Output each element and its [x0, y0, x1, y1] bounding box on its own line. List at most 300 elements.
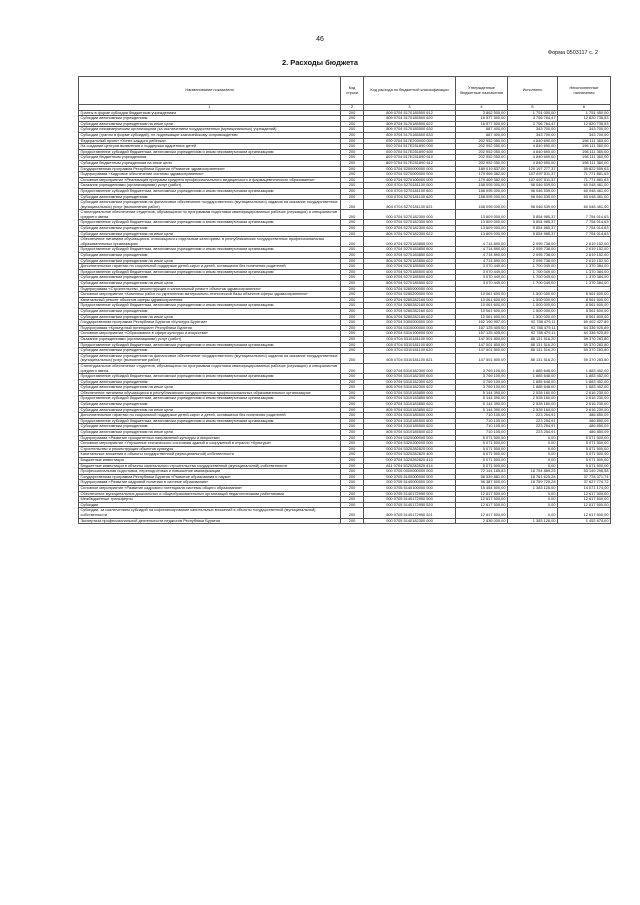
row-unexecuted: 198 111 360,00 [558, 160, 611, 166]
row-unexecuted: 5 071 500,00 [558, 446, 611, 452]
row-classification-code: 000 0704 5310181100 620 [364, 348, 456, 354]
row-name: Субсидии автономным учреждениям на иные цели [79, 430, 341, 436]
row-name: Субсидии автономным учреждениям [79, 379, 341, 385]
row-approved: 15 454 500,00 [456, 485, 508, 491]
row-unexecuted: 59 370 283,80 [558, 342, 611, 348]
header-line-code: Код строки [341, 77, 364, 105]
row-unexecuted: 59 822 559,63 [558, 166, 611, 172]
row-line-code: 200 [341, 374, 364, 380]
row-line-code: 200 [341, 286, 364, 292]
row-classification-code: 809 0704 517E251890 612 [364, 160, 456, 166]
row-classification-code: 804 0704 5270183850 622 [364, 258, 456, 264]
row-classification-code: 000 0704 5280200000 000 [364, 292, 456, 298]
row-approved: 12 617 500,00 [456, 491, 508, 497]
budget-expenses-table [78, 76, 611, 524]
row-classification-code: 000 0704 5270183850 000 [364, 237, 456, 247]
row-name: Предоставление субсидий бюджетным, автономным учреждениям и иным некоммерческим организациям [79, 220, 341, 226]
row-approved: 13 609 000,00 [456, 220, 508, 226]
table-row [79, 508, 611, 518]
row-line-code: 200 [341, 149, 364, 155]
row-approved: 147 501 800,00 [456, 342, 508, 348]
row-approved: 5 071 500,00 [456, 452, 508, 458]
row-unexecuted: 1 883 452,00 [558, 385, 611, 391]
row-line-code: 200 [341, 331, 364, 337]
row-line-code: 200 [341, 132, 364, 138]
row-unexecuted: 486 850,09 [558, 413, 611, 419]
row-line-code: 200 [341, 342, 364, 348]
row-executed: 0,00 [508, 446, 558, 452]
row-approved: 56 387 500,00 [456, 480, 508, 486]
row-unexecuted: 1 883 452,00 [558, 379, 611, 385]
row-classification-code: 000 0704 5270185500 620 [364, 275, 456, 281]
row-classification-code: 809 0704 517E251890 610 [364, 155, 456, 161]
row-classification-code: 000 0705 5140172950 500 [364, 497, 456, 503]
row-unexecuted: 198 111 360,00 [558, 149, 611, 155]
row-unexecuted: 486 850,09 [558, 424, 611, 430]
row-line-code: 200 [341, 200, 364, 210]
row-classification-code: 809 0704 5170185500 612 [364, 110, 456, 116]
row-name: Подпрограмма «Культурный потенциал» Республики Бурятия [79, 325, 341, 331]
row-unexecuted: 69 402 427,89 [558, 320, 611, 326]
row-classification-code: 000 0704 5270181100 600 [364, 188, 456, 194]
row-executed: 1 383 126,00 [508, 518, 558, 524]
row-unexecuted: 2 619 152,00 [558, 247, 611, 253]
row-unexecuted: 12 617 500,00 [558, 508, 611, 518]
row-classification-code: 000 0704 517E251890 600 [364, 149, 456, 155]
row-name: Стипендиальное обеспечение студентов, обучающихся по программам подготовки квалифицированных рабочих (служащих) и специалистов среднего звена [79, 210, 341, 220]
row-name: Бюджетные инвестиции [79, 458, 341, 464]
row-executed: 98 046 539,00 [508, 194, 558, 200]
row-classification-code: 000 0704 5280282160 000 [364, 297, 456, 303]
row-executed: 1 500 000,00 [508, 314, 558, 320]
row-line-code: 200 [341, 353, 364, 363]
row-executed: 2 528 160,00 [508, 402, 558, 408]
row-name: Предоставление субсидий бюджетным, автономным учреждениям и иным некоммерческим организациям [79, 342, 341, 348]
row-executed: 1 500 000,00 [508, 303, 558, 309]
row-classification-code: 804 0704 5270185500 622 [364, 281, 456, 287]
row-approved: 158 095 000,00 [456, 183, 508, 189]
row-unexecuted: 1 370 384,00 [558, 275, 611, 281]
row-executed: 1 383 126,00 [508, 485, 558, 491]
row-name: Субсидии автономным учреждениям на иные цели [79, 281, 341, 287]
row-line-code: 200 [341, 314, 364, 320]
row-classification-code: 000 0705 5140000000 000 [364, 480, 456, 486]
row-name: Подпрограмма «Строительство, реконструкция и капитальный ремонт объектов здравоохранения» [79, 286, 341, 292]
row-unexecuted: 59 370 283,80 [558, 336, 611, 342]
row-line-code: 200 [341, 226, 364, 232]
row-name: Субсидии автономным учреждениям на иные цели [79, 385, 341, 391]
row-classification-code: 000 0704 5270181100 000 [364, 183, 456, 189]
row-executed: 5 854 985,37 [508, 231, 558, 237]
row-name: Субсидии автономным учреждениям на иные цели [79, 314, 341, 320]
row-unexecuted: 198 111 360,00 [558, 155, 611, 161]
row-unexecuted: 5 071 500,00 [558, 463, 611, 469]
row-name: Государственная программа Республики Бурятия «Развитие образования и науки» [79, 474, 341, 480]
row-unexecuted: 1 370 384,00 [558, 281, 611, 287]
row-approved: 16 577 500,00 [456, 121, 508, 127]
row-executed: 98 046 539,00 [508, 188, 558, 194]
row-unexecuted: 7 754 014,63 [558, 220, 611, 226]
row-unexecuted: 12 820 735,53 [558, 116, 611, 122]
form-label: Форма 0503117 с. 2 [547, 50, 598, 56]
row-name: Предоставление субсидий бюджетным, автономным учреждениям и иным некоммерческим организациям [79, 396, 341, 402]
row-classification-code: 000 0704 5310183850 620 [364, 402, 456, 408]
row-approved: 179 469 382,00 [456, 177, 508, 183]
row-name: Основное мероприятие «Улучшение технического состояния зданий и сооружений в отрасли «Культура» [79, 441, 341, 447]
row-unexecuted: 71 771 881,63 [558, 172, 611, 178]
table-row [79, 518, 611, 524]
row-executed: 0,00 [508, 452, 558, 458]
row-approved: 13 609 000,00 [456, 231, 508, 237]
row-approved: 189 019 837,00 [456, 166, 508, 172]
row-classification-code: 000 0704 5270181100 620 [364, 194, 456, 200]
row-classification-code: 000 0704 5310183850 600 [364, 396, 456, 402]
row-classification-code: 000 0704 5310182300 600 [364, 374, 456, 380]
row-approved: 5 144 390,00 [456, 402, 508, 408]
row-name: Субсидии бюджетным учреждениям [79, 155, 341, 161]
row-line-code: 200 [341, 275, 364, 281]
column-index: 3 [364, 105, 456, 111]
row-name: Государственная программа Республики Бурятия «Культура Бурятии» [79, 320, 341, 326]
row-line-code: 200 [341, 269, 364, 275]
row-executed: 18 761 625,28 [508, 474, 558, 480]
row-executed: 1 885 648,00 [508, 385, 558, 391]
row-name: Субсидии, за исключением субсидий на софинансирование капитальных вложений в объекты государственной (муниципальной) собственности [79, 508, 341, 518]
row-classification-code: 000 0704 5270182300 620 [364, 226, 456, 232]
row-executed: 129 197 277,37 [508, 166, 558, 172]
row-executed: 88 131 516,20 [508, 342, 558, 348]
row-classification-code: 000 0704 5270185500 600 [364, 269, 456, 275]
row-unexecuted: 198 111 360,00 [558, 144, 611, 150]
row-classification-code: 000 0704 5310185500 620 [364, 424, 456, 430]
row-name: Основное мероприятие «Реализация программ среднего профессионального медицинского и фармацевтического образования» [79, 177, 341, 183]
row-approved: 157 125 405,00 [456, 325, 508, 331]
row-unexecuted: 1 883 452,00 [558, 363, 611, 373]
row-name: Субсидии автономным учреждениям на финансовое обеспечение государственного (муниципального) задания на оказание государственных (муниципальных) услуг (выполнение работ) [79, 200, 341, 210]
row-executed: 92 788 479,11 [508, 325, 558, 331]
row-line-code: 200 [341, 183, 364, 189]
row-name: Субсидии автономным учреждениям на иные цели [79, 258, 341, 264]
row-classification-code: 000 0704 5310182300 620 [364, 379, 456, 385]
row-unexecuted: 7 754 014,63 [558, 210, 611, 220]
row-approved: 12 617 500,00 [456, 497, 508, 503]
row-approved: 158 095 000,00 [456, 188, 508, 194]
row-executed: 2 095 738,00 [508, 237, 558, 247]
row-unexecuted: 5 071 500,00 [558, 458, 611, 464]
row-unexecuted: 59 370 283,80 [558, 348, 611, 354]
row-executed: 0,00 [508, 497, 558, 503]
row-unexecuted: 8 561 600,00 [558, 292, 611, 298]
row-unexecuted: 12 617 500,00 [558, 502, 611, 508]
row-unexecuted: 12 820 735,53 [558, 121, 611, 127]
row-executed: 4 840 690,00 [508, 144, 558, 150]
row-approved: 4 714 890,00 [456, 247, 508, 253]
row-classification-code: 809 0704 5170185500 633 [364, 132, 456, 138]
row-classification-code: 805 0704 5310182300 622 [364, 385, 456, 391]
row-approved: 12 617 500,00 [456, 508, 508, 518]
row-approved: 687 400,00 [456, 127, 508, 133]
row-approved: 5 071 500,00 [456, 463, 508, 469]
row-unexecuted: 486 850,09 [558, 418, 611, 424]
row-approved: 10 061 600,00 [456, 297, 508, 303]
row-unexecuted: 8 561 600,00 [558, 297, 611, 303]
table-row [79, 353, 611, 363]
row-executed: 1 500 000,00 [508, 297, 558, 303]
row-line-code: 200 [341, 297, 364, 303]
row-classification-code: 000 0704 5320282820 000 [364, 446, 456, 452]
row-executed: 2 528 160,00 [508, 396, 558, 402]
row-line-code: 200 [341, 292, 364, 298]
row-classification-code: 000 0704 5270100000 000 [364, 177, 456, 183]
row-line-code: 200 [341, 336, 364, 342]
header-executed: Исполнено [508, 77, 558, 105]
row-executed: 343 700,00 [508, 132, 558, 138]
row-executed: 0,00 [508, 441, 558, 447]
row-name: Субсидии автономным учреждениям [79, 253, 341, 259]
row-executed: 5 854 985,37 [508, 226, 558, 232]
row-line-code: 200 [341, 390, 364, 396]
row-executed: 0,00 [508, 491, 558, 497]
row-classification-code: 805 0704 5310181100 621 [364, 353, 456, 363]
row-line-code: 200 [341, 210, 364, 220]
row-classification-code: 000 0704 5310181100 600 [364, 342, 456, 348]
row-line-code: 200 [341, 363, 364, 373]
row-name: Профессиональная подготовка, переподготовка и повышение квалификации [79, 469, 341, 475]
row-name: Субсидии автономным учреждениям [79, 275, 341, 281]
row-executed: 4 840 690,00 [508, 149, 558, 155]
row-classification-code: 000 0705 5100000000 000 [364, 474, 456, 480]
row-executed: 1 700 049,00 [508, 269, 558, 275]
row-executed: 223 254,91 [508, 413, 558, 419]
row-line-code: 200 [341, 508, 364, 518]
row-approved: 4 714 890,00 [456, 258, 508, 264]
row-approved: 10 061 600,00 [456, 303, 508, 309]
row-unexecuted: 71 771 881,63 [558, 177, 611, 183]
row-unexecuted: 2 619 152,00 [558, 237, 611, 247]
column-index: 6 [558, 105, 611, 111]
row-approved: 687 400,00 [456, 132, 508, 138]
row-line-code: 200 [341, 474, 364, 480]
row-line-code: 200 [341, 413, 364, 419]
row-name: Субсидии автономным учреждениям [79, 348, 341, 354]
row-approved: 147 501 800,00 [456, 336, 508, 342]
row-line-code: 200 [341, 172, 364, 178]
row-unexecuted: 486 850,09 [558, 430, 611, 436]
row-classification-code: 811 0704 5320282820 414 [364, 463, 456, 469]
row-line-code: 200 [341, 463, 364, 469]
row-executed: 2 528 160,00 [508, 390, 558, 396]
row-approved: 10 061 600,00 [456, 314, 508, 320]
row-line-code: 200 [341, 497, 364, 503]
row-name: Субсидии автономным учреждениям [79, 424, 341, 430]
row-name: Предоставление субсидий бюджетным, автономным учреждениям и иным некоммерческим организациям [79, 269, 341, 275]
row-classification-code: 000 0704 5280000000 000 [364, 286, 456, 292]
row-executed: 2 095 738,00 [508, 258, 558, 264]
row-approved: 3 070 449,00 [456, 264, 508, 270]
row-line-code: 200 [341, 303, 364, 309]
row-executed: 18 759 725,28 [508, 480, 558, 486]
row-approved: 202 952 050,00 [456, 138, 508, 144]
row-executed: 2 528 160,00 [508, 407, 558, 413]
row-executed: 98 046 539,00 [508, 183, 558, 189]
row-classification-code: 000 0704 5310000000 000 [364, 325, 456, 331]
row-approved: 202 952 050,00 [456, 144, 508, 150]
column-index: 1 [79, 105, 341, 111]
row-approved: 3 070 449,00 [456, 281, 508, 287]
row-approved: 5 071 500,00 [456, 441, 508, 447]
row-approved: 56 539 881,00 [456, 474, 508, 480]
row-name: Подпрограмма «Развитие приоритетных направлений культуры и искусства» [79, 435, 341, 441]
row-name: Субсидии автономным учреждениям [79, 226, 341, 232]
row-classification-code: 000 0704 517E251890 000 [364, 144, 456, 150]
row-line-code: 200 [341, 485, 364, 491]
row-classification-code: 000 0704 5270183850 620 [364, 253, 456, 259]
row-approved: 710 105,00 [456, 424, 508, 430]
row-approved: 162 190 907,00 [456, 320, 508, 326]
row-executed: 1 700 049,00 [508, 275, 558, 281]
row-approved: 2 836 000,00 [456, 518, 508, 524]
row-classification-code: 000 0704 5320282820 410 [364, 458, 456, 464]
row-executed: 1 700 049,00 [508, 281, 558, 287]
row-executed: 4 840 690,00 [508, 155, 558, 161]
row-line-code: 200 [341, 518, 364, 524]
header-indicator-name: Наименование показателя [79, 77, 341, 105]
row-executed: 2 095 738,00 [508, 247, 558, 253]
header-unexecuted: Неисполненные назначения [558, 77, 611, 105]
row-approved: 5 144 390,00 [456, 390, 508, 396]
row-approved: 710 105,00 [456, 418, 508, 424]
row-line-code: 200 [341, 308, 364, 314]
row-name: Предоставление субсидий бюджетным, автономным учреждениям и иным некоммерческим организациям [79, 188, 341, 194]
row-name: Предоставление субсидий бюджетным, автономным учреждениям и иным некоммерческим организациям [79, 303, 341, 309]
row-unexecuted: 37 627 774,72 [558, 480, 611, 486]
row-approved: 3 769 100,00 [456, 385, 508, 391]
row-unexecuted: 5 071 500,00 [558, 435, 611, 441]
row-unexecuted: 343 700,00 [558, 127, 611, 133]
row-approved: 12 617 500,00 [456, 502, 508, 508]
row-classification-code: 000 0704 5270182300 600 [364, 220, 456, 226]
row-line-code: 200 [341, 194, 364, 200]
row-name: Субсидии автономным учреждениям [79, 194, 341, 200]
row-line-code: 200 [341, 166, 364, 172]
row-approved: 10 061 600,00 [456, 308, 508, 314]
row-name: Субсидии бюджетным учреждениям на иные цели [79, 160, 341, 166]
row-approved: 10 061 600,00 [456, 292, 508, 298]
row-classification-code: 000 0704 5320000000 000 [364, 435, 456, 441]
row-classification-code: 000 0704 5310100000 000 [364, 331, 456, 337]
row-unexecuted: 60 048 461,00 [558, 183, 611, 189]
row-name: Стипендиальное обеспечение студентов, обучающихся по программам подготовки квалифицированных рабочих (служащих) и специалистов среднего звена [79, 363, 341, 373]
row-approved: 158 095 000,00 [456, 194, 508, 200]
row-approved: 13 609 000,00 [456, 210, 508, 220]
row-unexecuted: 60 048 461,00 [558, 188, 611, 194]
row-classification-code: 000 0704 5320200000 000 [364, 441, 456, 447]
row-line-code: 200 [341, 469, 364, 475]
row-line-code: 200 [341, 160, 364, 166]
row-executed: 223 254,91 [508, 430, 558, 436]
table-row [79, 210, 611, 220]
row-classification-code: 000 0704 5300000000 000 [364, 320, 456, 326]
row-name: Субсидии [79, 502, 341, 508]
row-line-code: 200 [341, 435, 364, 441]
row-line-code: 200 [341, 138, 364, 144]
row-approved: 157 125 405,00 [456, 331, 508, 337]
row-classification-code: 000 0704 5270183850 600 [364, 247, 456, 253]
row-executed: 1 885 648,00 [508, 363, 558, 373]
row-name: Субсидии автономным учреждениям на иные цели [79, 121, 341, 127]
row-executed: 0,00 [508, 502, 558, 508]
row-line-code: 200 [341, 110, 364, 116]
row-unexecuted: 53 149 296,58 [558, 469, 611, 475]
row-approved: 5 071 500,00 [456, 435, 508, 441]
row-executed: 5 854 985,37 [508, 220, 558, 226]
row-name: Субсидии автономным учреждениям [79, 308, 341, 314]
row-executed: 92 788 479,11 [508, 331, 558, 337]
row-classification-code: 809 0704 5170185500 630 [364, 127, 456, 133]
row-approved: 202 952 050,00 [456, 149, 508, 155]
table-row [79, 200, 611, 210]
row-executed: 223 254,91 [508, 418, 558, 424]
row-unexecuted: 5 071 500,00 [558, 452, 611, 458]
row-unexecuted: 198 111 360,00 [558, 138, 611, 144]
row-executed: 223 254,91 [508, 424, 558, 430]
row-name: Экспертиза профессиональной деятельности педагогов Республики Бурятия [79, 518, 341, 524]
row-classification-code: 000 0704 5310185500 000 [364, 413, 456, 419]
table-header-row [79, 77, 611, 105]
row-approved: 158 095 000,00 [456, 200, 508, 210]
row-name: Федеральный проект «Успех каждого ребенка» [79, 138, 341, 144]
row-line-code: 200 [341, 281, 364, 287]
row-classification-code: 000 0704 5270185500 000 [364, 264, 456, 270]
row-approved: 16 577 500,00 [456, 116, 508, 122]
row-unexecuted: 2 616 230,00 [558, 402, 611, 408]
row-classification-code: 000 0704 5310183850 000 [364, 390, 456, 396]
row-name: Государственная программа Республики Бурятия «Развитие здравоохранения» [79, 166, 341, 172]
row-classification-code: 000 0705 5140172950 520 [364, 502, 456, 508]
header-classification-code: Код расхода по бюджетной классификации [364, 77, 456, 105]
row-executed: 1 500 000,00 [508, 308, 558, 314]
row-approved: 179 469 382,00 [456, 172, 508, 178]
row-name: Дополнительные гарантии по социальной поддержке детей-сирот и детей, оставшихся без попечения родителей [79, 264, 341, 270]
row-unexecuted: 37 778 371,74 [558, 474, 611, 480]
row-approved: 202 952 050,00 [456, 155, 508, 161]
row-name: Субсидии некоммерческим организациям (за исключением государственных (муниципальных) учреждений) [79, 127, 341, 133]
row-approved: 4 714 890,00 [456, 253, 508, 259]
row-line-code: 200 [341, 188, 364, 194]
row-name: Капитальный ремонт объектов сферы здравоохранения [79, 297, 341, 303]
row-approved: 3 769 100,00 [456, 374, 508, 380]
row-name: Субсидии автономным учреждениям на финансовое обеспечение государственного (муниципального) задания на оказание государственных (муниципальных) услуг (выполнение работ) [79, 353, 341, 363]
row-executed: 1 751 050,00 [508, 110, 558, 116]
row-name: Бюджетные инвестиции в объекты капитального строительства государственной (муниципальной) собственности [79, 463, 341, 469]
row-executed: 107 697 511,37 [508, 177, 558, 183]
row-line-code: 200 [341, 502, 364, 508]
row-executed: 88 131 516,20 [508, 336, 558, 342]
row-line-code: 200 [341, 491, 364, 497]
row-line-code: 200 [341, 264, 364, 270]
row-line-code: 200 [341, 480, 364, 486]
table-row [79, 363, 611, 373]
row-unexecuted: 1 883 452,00 [558, 374, 611, 380]
row-unexecuted: 1 370 384,00 [558, 264, 611, 270]
row-classification-code: 000 0704 5310185500 600 [364, 418, 456, 424]
row-line-code: 200 [341, 237, 364, 247]
row-name: Субсидии автономным учреждениям [79, 116, 341, 122]
row-unexecuted: 59 370 283,80 [558, 353, 611, 363]
row-unexecuted: 12 617 500,00 [558, 491, 611, 497]
row-name: Предоставление субсидий бюджетным, автономным учреждениям и иным некоммерческим организациям [79, 149, 341, 155]
row-line-code: 200 [341, 396, 364, 402]
